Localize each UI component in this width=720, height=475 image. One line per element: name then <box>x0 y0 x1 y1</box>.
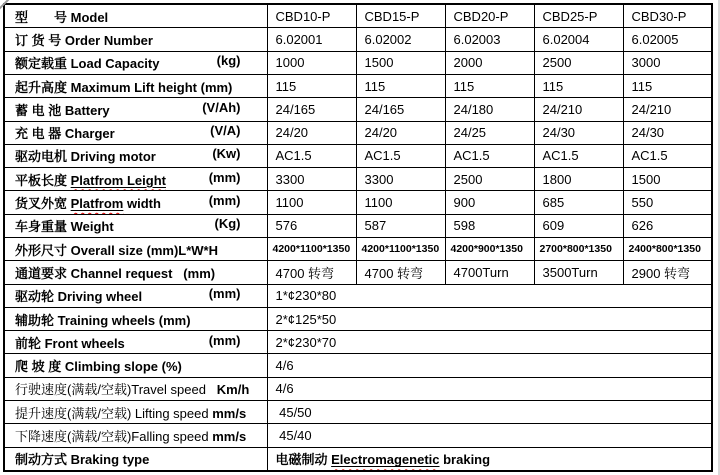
spec-value-cell: 24/210 <box>534 98 623 121</box>
spec-value-cell: 1100 <box>267 191 356 214</box>
table-row <box>4 28 712 51</box>
label-text: 下降速度(满载/空载)Falling speed <box>15 429 213 444</box>
table-row <box>4 214 712 237</box>
label-text: 货叉外宽 <box>15 196 71 212</box>
spec-value-cell: 1100 <box>356 191 445 214</box>
label-text: 起升高度 Maximum Lift height (mm) <box>15 79 233 95</box>
spec-value-cell: 3500Turn <box>534 261 623 284</box>
label-text: width <box>123 196 161 212</box>
spec-label-cell <box>4 74 267 97</box>
spec-value-cell: 24/20 <box>356 121 445 144</box>
label-text: 型 号 Model <box>15 9 109 25</box>
spec-value-cell: AC1.5 <box>445 144 534 167</box>
spec-value-cell: 4200*900*1350 <box>445 237 534 260</box>
spec-value-cell: 115 <box>267 74 356 97</box>
spec-value-cell: 24/25 <box>445 121 534 144</box>
spec-value-cell: 24/210 <box>623 98 712 121</box>
table-row <box>4 121 712 144</box>
spec-value-cell: 2500 <box>534 51 623 74</box>
spec-value-cell: 2400*800*1350 <box>623 237 712 260</box>
spec-label-cell <box>4 377 267 400</box>
label-text: Platfrom Leight <box>70 172 166 188</box>
table-row <box>4 4 712 28</box>
table-row <box>4 144 712 167</box>
spec-label-cell <box>4 401 267 424</box>
spec-value-cell: 1800 <box>534 168 623 191</box>
spec-value-cell: AC1.5 <box>623 144 712 167</box>
spec-value-cell: CBD25-P <box>534 4 623 28</box>
unit-label: (Kw) <box>212 146 241 162</box>
spec-value-cell: 685 <box>534 191 623 214</box>
unit-label: (Kg) <box>214 216 241 232</box>
unit-label: (mm) <box>208 169 241 185</box>
spec-value-cell: 609 <box>534 214 623 237</box>
spec-value-cell: 2500 <box>445 168 534 191</box>
table-row <box>4 168 712 191</box>
label-text: 订 货 号 Order Number <box>15 32 153 48</box>
spellcheck-underline <box>71 196 124 211</box>
table-row <box>4 447 712 471</box>
spec-value-cell: 598 <box>445 214 534 237</box>
table-row <box>4 354 712 377</box>
label-text: 平板长度 <box>15 172 71 188</box>
spec-value-cell: CBD15-P <box>356 4 445 28</box>
spec-label-cell <box>4 261 267 284</box>
spec-value-cell: 3000 <box>623 51 712 74</box>
spec-value-cell: 24/20 <box>267 121 356 144</box>
spec-value-cell: 1000 <box>267 51 356 74</box>
unit-label: (mm) <box>208 332 241 348</box>
table-row <box>4 377 712 400</box>
spellcheck-underline <box>71 173 166 188</box>
spec-value-cell: 4200*1100*1350 <box>356 237 445 260</box>
spec-value-cell: 4700Turn <box>445 261 534 284</box>
spec-value-cell: AC1.5 <box>267 144 356 167</box>
spec-value-cell: 24/30 <box>534 121 623 144</box>
spec-value-cell-merged: 45/50 <box>267 401 712 424</box>
spec-value-cell: 6.02001 <box>267 28 356 51</box>
spec-value-cell: CBD30-P <box>623 4 712 28</box>
spec-label-cell <box>4 237 267 260</box>
label-text: Platfrom <box>70 196 124 212</box>
spec-value-cell: 1500 <box>623 168 712 191</box>
label-text: Electromagenetic <box>331 452 440 468</box>
label-text: 通道要求 Channel request (mm) <box>15 265 216 281</box>
spec-value-cell-merged: 4/6 <box>267 354 712 377</box>
spec-value-cell-merged: 2*¢125*50 <box>267 307 712 330</box>
unit-label: (V/A) <box>210 123 241 139</box>
spec-value-cell: CBD20-P <box>445 4 534 28</box>
table-row <box>4 401 712 424</box>
spec-value-cell: 115 <box>356 74 445 97</box>
spec-value-cell: 2700*800*1350 <box>534 237 623 260</box>
spec-value-cell: 6.02003 <box>445 28 534 51</box>
spec-label-cell <box>4 447 267 471</box>
spec-value-cell: CBD10-P <box>267 4 356 28</box>
spec-value-cell: 2900 转弯 <box>623 261 712 284</box>
spec-value-cell: 115 <box>534 74 623 97</box>
spec-value-cell-merged: 2*¢230*70 <box>267 331 712 354</box>
label-text: mm/s <box>212 405 247 421</box>
label-text: 额定载重 Load Capacity <box>15 56 160 72</box>
spec-value-cell-merged: 4/6 <box>267 377 712 400</box>
label-text: 辅助轮 Training wheels (mm) <box>15 312 191 328</box>
spec-label-cell <box>4 98 267 121</box>
spec-label-cell <box>4 121 267 144</box>
spec-label-cell <box>4 424 267 447</box>
spec-value-cell: 900 <box>445 191 534 214</box>
table-row <box>4 237 712 260</box>
spec-value-cell: 3300 <box>356 168 445 191</box>
spec-value-cell: 24/30 <box>623 121 712 144</box>
unit-label: (mm) <box>208 286 241 302</box>
label-text: 前轮 Front wheels <box>15 335 125 351</box>
spec-value-cell: 3300 <box>267 168 356 191</box>
spec-value-cell: 4700 转弯 <box>267 261 356 284</box>
spec-value-cell: 4200*1100*1350 <box>267 237 356 260</box>
spec-value-cell-merged: 45/40 <box>267 424 712 447</box>
table-row <box>4 331 712 354</box>
spec-label-cell <box>4 307 267 330</box>
label-text: 蓄 电 池 Battery <box>15 102 110 118</box>
spec-value-cell: 6.02002 <box>356 28 445 51</box>
table-row <box>4 51 712 74</box>
label-text: 驱动轮 Driving wheel <box>15 289 143 305</box>
spec-label-cell <box>4 51 267 74</box>
table-row <box>4 284 712 307</box>
spec-label-cell <box>4 4 267 28</box>
spec-label-cell <box>4 331 267 354</box>
spec-label-cell <box>4 144 267 167</box>
table-row <box>4 261 712 284</box>
spec-value-cell-merged <box>267 447 712 471</box>
spec-value-cell: 115 <box>623 74 712 97</box>
label-text: braking <box>439 452 491 468</box>
unit-label: (kg) <box>216 53 241 69</box>
label-text: 电磁制动 <box>275 452 332 468</box>
spec-value-cell: 24/165 <box>267 98 356 121</box>
label-text: 车身重量 Weight <box>15 219 114 235</box>
label-text: 提升速度(满载/空载) Lifting speed <box>15 405 213 421</box>
spec-value-cell: 2000 <box>445 51 534 74</box>
label-text: 驱动电机 Driving motor <box>15 149 156 165</box>
label-text: 制动方式 Braking type <box>15 452 150 468</box>
spec-value-cell: 550 <box>623 191 712 214</box>
spec-label-cell <box>4 28 267 51</box>
spec-value-cell: AC1.5 <box>534 144 623 167</box>
label-text: 外形尺寸 Overall size (mm)L*W*H <box>15 242 218 258</box>
spec-value-cell: 587 <box>356 214 445 237</box>
label-text: 行驶速度(满载/空载)Travel speed <box>15 382 206 398</box>
label-text: mm/s <box>212 429 247 444</box>
spec-value-cell: 6.02004 <box>534 28 623 51</box>
spec-value-cell-merged: 1*¢230*80 <box>267 284 712 307</box>
table-row <box>4 424 712 447</box>
spec-label-cell <box>4 191 267 214</box>
label-text: 爬 坡 度 Climbing slope (%) <box>15 359 182 375</box>
spec-label-cell <box>4 214 267 237</box>
unit-label: (mm) <box>208 193 241 209</box>
spec-label-cell <box>4 284 267 307</box>
spellcheck-underline <box>331 452 439 467</box>
spec-value-cell: 24/180 <box>445 98 534 121</box>
spec-value-cell: AC1.5 <box>356 144 445 167</box>
table-row <box>4 307 712 330</box>
spec-value-cell: 24/165 <box>356 98 445 121</box>
spec-value-cell: 1500 <box>356 51 445 74</box>
spec-label-cell <box>4 354 267 377</box>
table-row <box>4 191 712 214</box>
table-row <box>4 74 712 97</box>
spec-value-cell: 115 <box>445 74 534 97</box>
spec-table <box>3 3 713 472</box>
table-row <box>4 98 712 121</box>
spec-value-cell: 576 <box>267 214 356 237</box>
spec-label-cell <box>4 168 267 191</box>
spec-value-cell: 6.02005 <box>623 28 712 51</box>
spec-value-cell: 4700 转弯 <box>356 261 445 284</box>
label-text: 充 电 器 Charger <box>15 126 115 142</box>
label-text: Km/h <box>205 382 250 398</box>
unit-label: (V/Ah) <box>202 99 241 115</box>
spec-value-cell: 626 <box>623 214 712 237</box>
